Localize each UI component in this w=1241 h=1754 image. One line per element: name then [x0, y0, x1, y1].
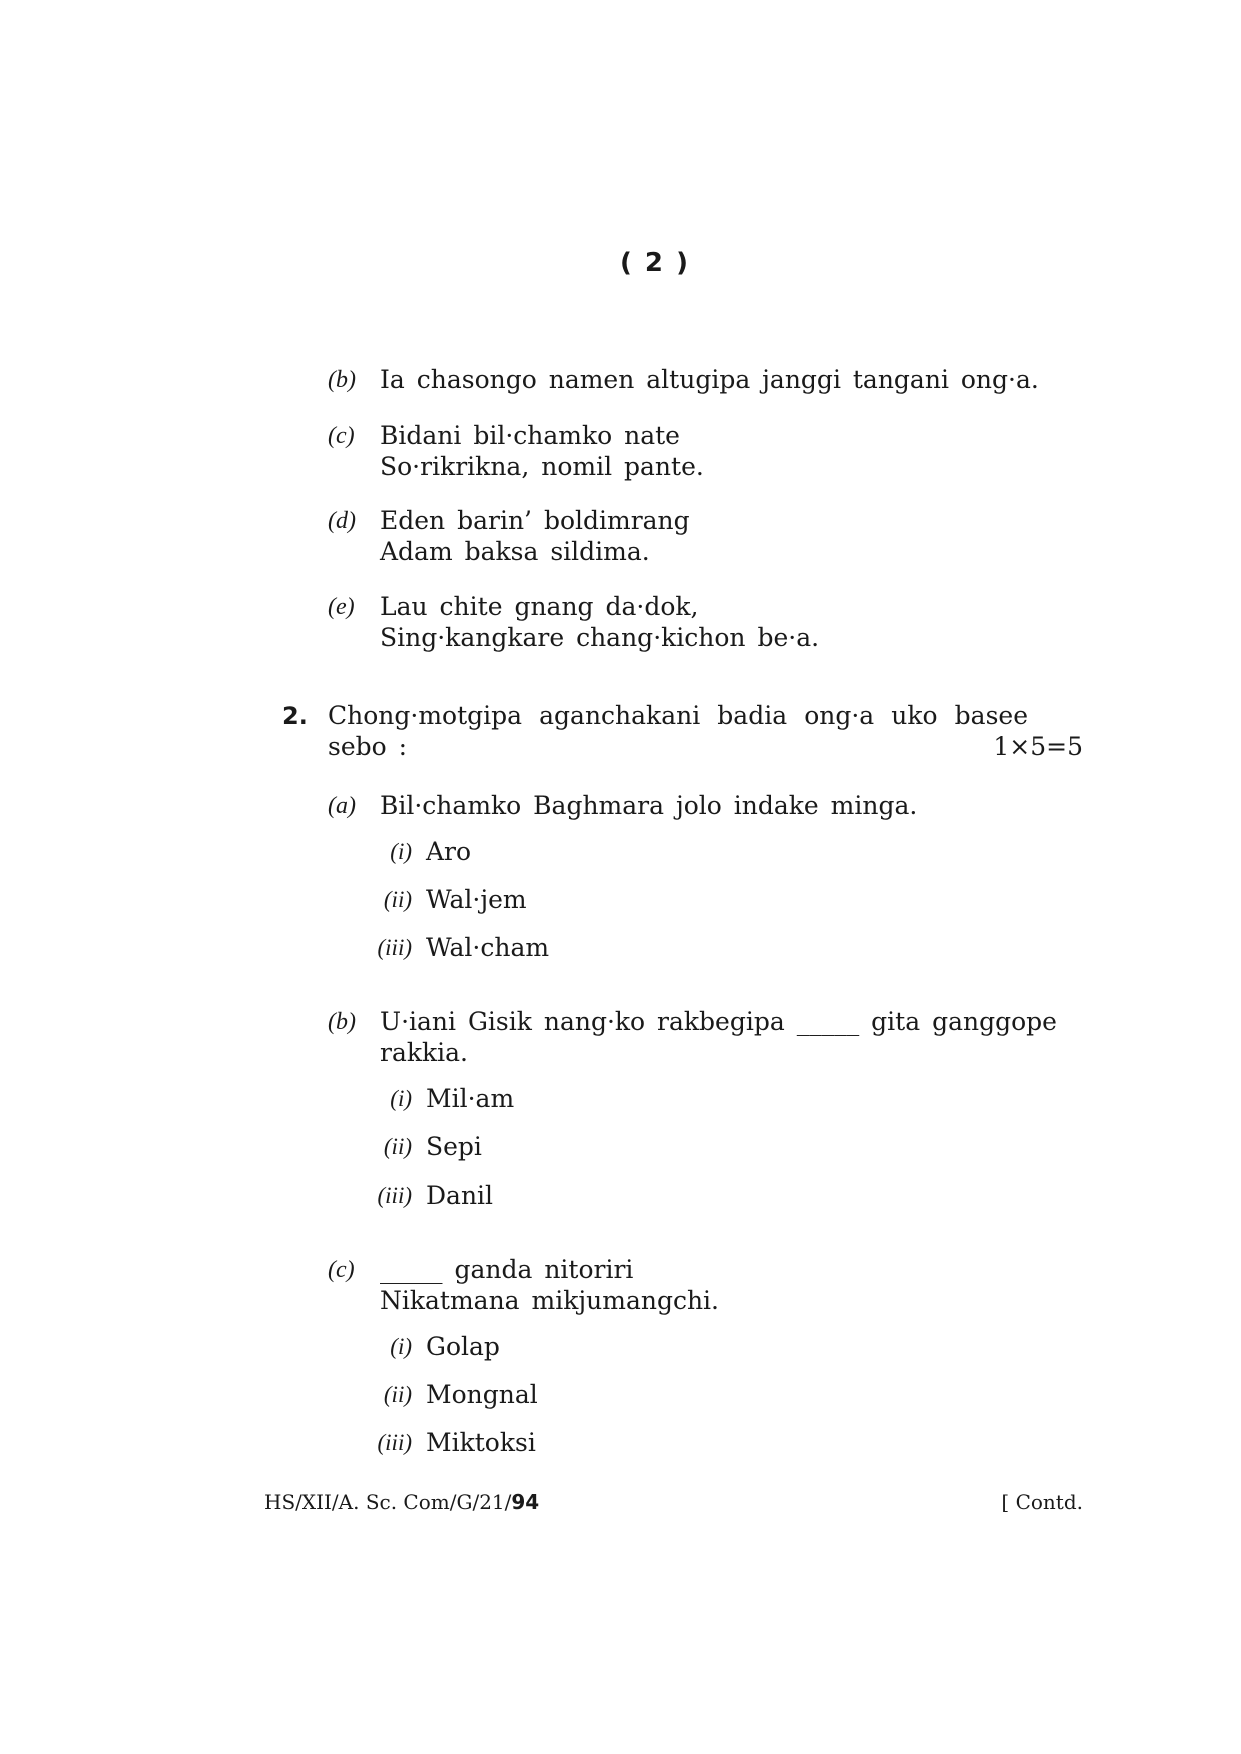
q2-b-opt-iii-label: (iii) — [377, 1183, 412, 1208]
q2-a-opt-ii-text: Wal·jem — [426, 885, 527, 914]
item-d-label: (d) — [328, 508, 356, 534]
q2-a-text: Bil·chamko Baghmara jolo indake minga. — [380, 791, 918, 820]
q2-c-opt-ii-text: Mongnal — [426, 1380, 538, 1409]
q2-b-opt-iii-text: Danil — [426, 1181, 494, 1210]
q2-a-opt-iii-label: (iii) — [377, 935, 412, 960]
item-e-label: (e) — [328, 594, 355, 620]
q2-a-opt-ii-label: (ii) — [383, 887, 412, 912]
question-2-line2: sebo : — [328, 732, 408, 761]
q2-c-opt-i-label: (i) — [390, 1334, 412, 1359]
q2-b-opt-i-label: (i) — [390, 1086, 412, 1111]
q2-b-text-pre: U·iani Gisik nang·ko rakbegipa — [380, 1007, 785, 1036]
q2-b-blank: _____ — [796, 1007, 860, 1036]
q2-c-opt-ii-label: (ii) — [383, 1382, 412, 1407]
footer-code-bold: 94 — [511, 1490, 540, 1514]
item-d-line1: Eden barin’ boldimrang — [380, 506, 690, 535]
item-b-text: Ia chasongo namen altugipa janggi tangani ong·a. — [380, 365, 1039, 394]
footer-code: HS/XII/A. Sc. Com/G/21/ — [264, 1490, 512, 1514]
item-b-label: (b) — [328, 367, 356, 393]
item-d-line2: Adam baksa sildima. — [380, 537, 650, 566]
q2-c-opt-i-text: Golap — [426, 1332, 500, 1361]
q2-b-opt-i-text: Mil·am — [426, 1084, 515, 1113]
q2-a-opt-i-label: (i) — [390, 839, 412, 864]
q2-b-text-post: gita ganggope — [871, 1007, 1057, 1036]
item-c-line2: So·rikrikna, nomil pante. — [380, 452, 704, 481]
question-2-line1: Chong·motgipa aganchakani badia ong·a uko basee — [328, 701, 1028, 730]
q2-c-label: (c) — [328, 1257, 355, 1283]
q2-c-text-post: ganda nitoriri — [454, 1255, 634, 1284]
q2-a-label: (a) — [328, 793, 356, 819]
footer-paper-code — [264, 1489, 539, 1515]
q2-c-opt-iii-text: Miktoksi — [426, 1428, 536, 1457]
page-number: ( 2 ) — [620, 248, 688, 278]
question-2-number: 2. — [282, 702, 308, 730]
item-c-line1: Bidani bil·chamko nate — [380, 421, 680, 450]
item-c-label: (c) — [328, 423, 355, 449]
q2-c-line1 — [380, 1254, 633, 1286]
question-2-marks: 1×5=5 — [993, 732, 1083, 761]
q2-b-line1 — [380, 1006, 1057, 1038]
q2-c-line2: Nikatmana mikjumangchi. — [380, 1286, 719, 1315]
footer-contd: [ Contd. — [1001, 1490, 1083, 1514]
q2-c-blank: _____ — [380, 1255, 443, 1284]
item-e-line1: Lau chite gnang da·dok, — [380, 592, 699, 621]
q2-a-opt-i-text: Aro — [426, 837, 472, 866]
q2-c-opt-iii-label: (iii) — [377, 1430, 412, 1455]
q2-a-opt-iii-text: Wal·cham — [426, 933, 550, 962]
q2-b-opt-ii-text: Sepi — [426, 1132, 482, 1161]
q2-b-label: (b) — [328, 1009, 356, 1035]
q2-b-opt-ii-label: (ii) — [383, 1134, 412, 1159]
q2-b-line2: rakkia. — [380, 1038, 469, 1067]
item-e-line2: Sing·kangkare chang·kichon be·a. — [380, 623, 820, 652]
